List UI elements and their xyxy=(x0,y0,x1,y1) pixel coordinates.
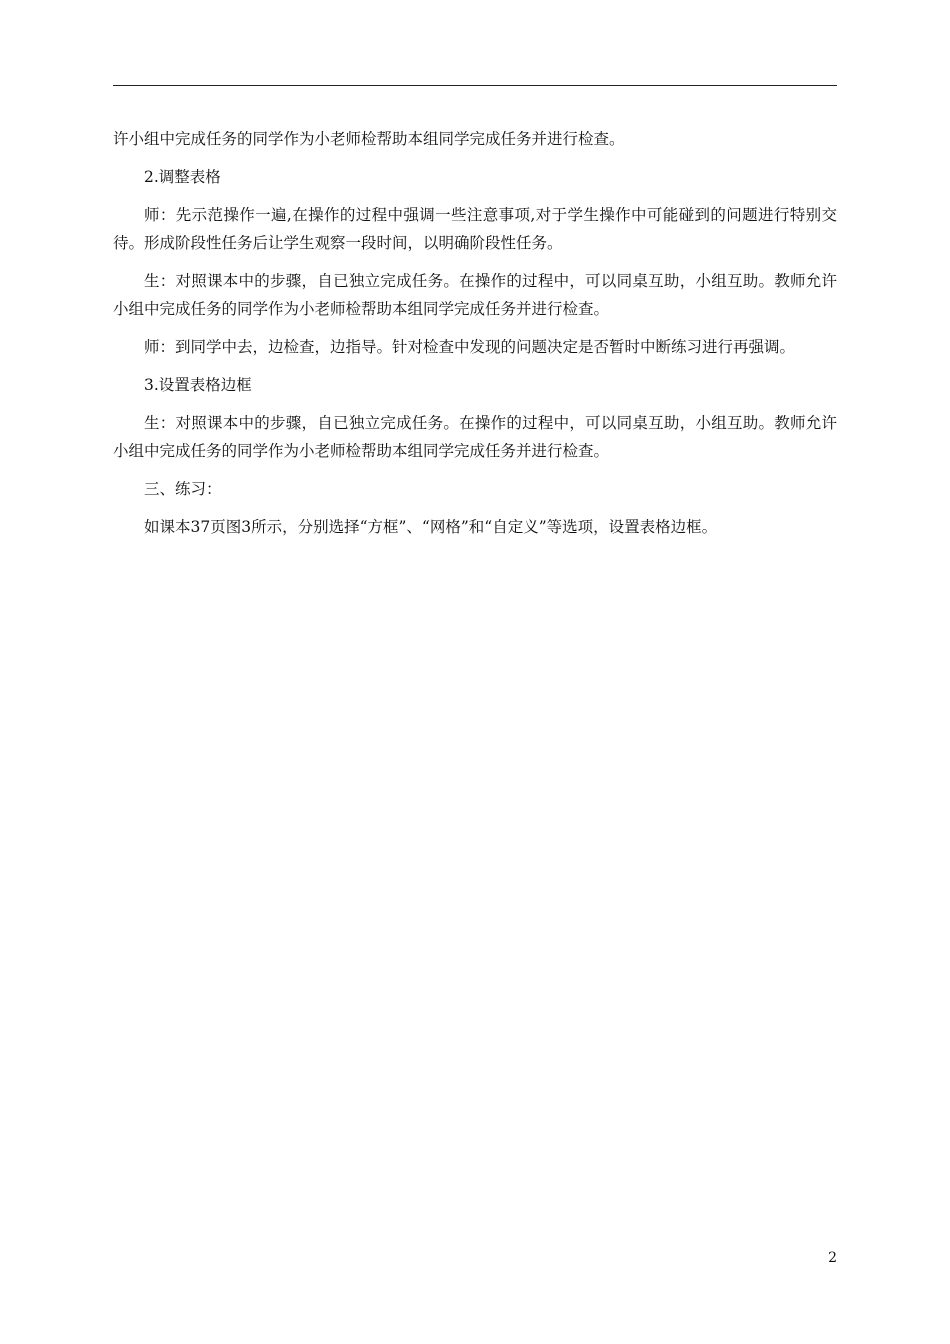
paragraph-student-task-2: 生：对照课本中的步骤，自已独立完成任务。在操作的过程中，可以同桌互助，小组互助。教师允许小组中完成任务的同学作为小老师检帮助本组同学完成任务并进行检查。 xyxy=(113,414,837,460)
body-text xyxy=(113,125,837,551)
paragraph-exercise: 如课本37页图3所示，分别选择“方框”、“网格”和“自定义”等选项，设置表格边框。 xyxy=(144,518,718,536)
paragraph-teacher-guide: 师：到同学中去，边检查，边指导。针对检查中发现的问题决定是否暂时中断练习进行再强调。 xyxy=(144,338,796,356)
paragraph-continuation: 许小组中完成任务的同学作为小老师检帮助本组同学完成任务并进行检查。 xyxy=(113,130,625,148)
heading-adjust-table: 2.调整表格 xyxy=(144,168,221,186)
page-number: 2 xyxy=(828,1250,837,1266)
heading-set-table-border: 3.设置表格边框 xyxy=(144,376,252,394)
paragraph-teacher-demo: 师：先示范操作一遍,在操作的过程中强调一些注意事项,对于学生操作中可能碰到的问题进行特别交待。形成阶段性任务后让学生观察一段时间，以明确阶段性任务。 xyxy=(113,206,837,252)
paragraph-student-task: 生：对照课本中的步骤，自已独立完成任务。在操作的过程中，可以同桌互助，小组互助。教师允许小组中完成任务的同学作为小老师检帮助本组同学完成任务并进行检查。 xyxy=(113,272,837,318)
heading-exercise: 三、练习： xyxy=(144,480,222,498)
header-rule xyxy=(113,85,837,86)
